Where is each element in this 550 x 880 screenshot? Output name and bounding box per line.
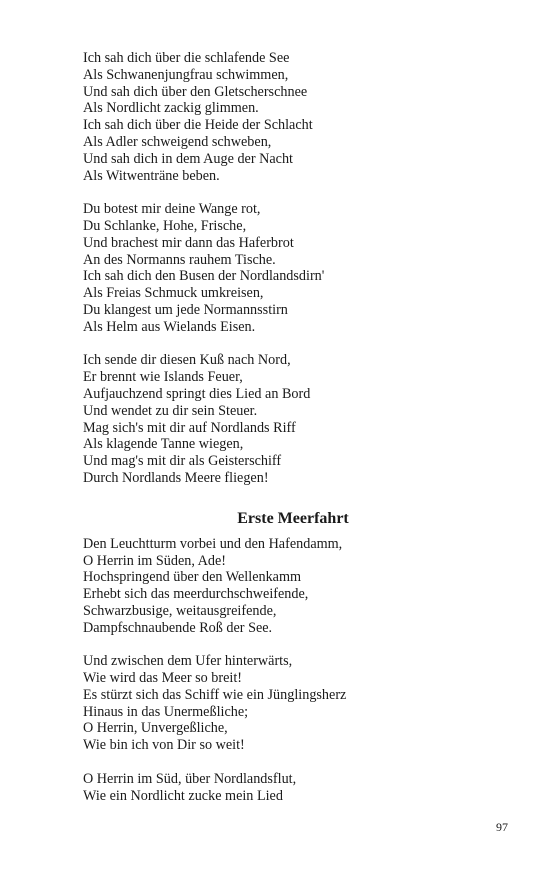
page-content [83, 50, 503, 804]
poem-line: Er brennt wie Islands Feuer, [83, 369, 243, 386]
title-gap-above [83, 487, 503, 509]
poem-line: Und wendet zu dir sein Steuer. [83, 402, 258, 419]
poem-line: An des Normanns rauhem Tische. [83, 251, 276, 268]
poem1-stanza-1 [83, 50, 503, 184]
poem-line: Als Helm aus Wielands Eisen. [83, 318, 256, 335]
stanza-gap [83, 754, 503, 771]
poem-line: Mag sich's mit dir auf Nordlands Riff [83, 419, 296, 436]
stanza-gap [83, 336, 503, 353]
poem-line: Als Freias Schmuck umkreisen, [83, 285, 264, 302]
title-gap-below [83, 529, 503, 536]
poem2-stanza-3 [83, 771, 503, 805]
poem-line: Ich sah dich über die schlafende See [83, 50, 290, 66]
poem-line: Als Adler schweigend schweben, [83, 133, 272, 150]
poem-line: Hochspringend über den Wellenkamm [83, 569, 302, 586]
poem-line: Den Leuchtturm vorbei und den Hafendamm, [83, 535, 343, 552]
poem-line: Schwarzbusige, weitausgreifende, [83, 602, 277, 619]
poem-line: Als Schwanenjungfrau schwimmen, [83, 66, 289, 83]
poem-line: Als klagende Tanne wiegen, [83, 436, 244, 453]
poem-line: Wie ein Nordlicht zucke mein Lied [83, 787, 283, 804]
poem-line: Es stürzt sich das Schiff wie ein Jünglingsherz [83, 686, 347, 703]
poem-line: Als Nordlicht zackig glimmen. [83, 100, 259, 117]
poem-line: Hinaus in das Unermeßliche; [83, 703, 249, 720]
poem-line: Als Witwenträne beben. [83, 167, 220, 184]
poem-title: Erste Meerfahrt [237, 509, 349, 527]
poem2-stanza-2 [83, 653, 503, 754]
poem-line: Und sah dich über den Gletscherschnee [83, 83, 308, 100]
poem-line: Wie bin ich von Dir so weit! [83, 737, 245, 754]
poem-line: Wie wird das Meer so breit! [83, 670, 242, 687]
poem-line: O Herrin, Unvergeßliche, [83, 720, 228, 737]
poem-line: Aufjauchzend springt dies Lied an Bord [83, 385, 311, 402]
poem-line: Und brachest mir dann das Haferbrot [83, 234, 294, 251]
poem-line: Du Schlanke, Hohe, Frische, [83, 217, 247, 234]
poem2-stanza-1 [83, 536, 503, 637]
poem-line: Erhebt sich das meerdurchschweifende, [83, 586, 309, 603]
poem-line: Du botest mir deine Wange rot, [83, 201, 261, 218]
poem1-stanza-3 [83, 352, 503, 486]
stanza-gap [83, 637, 503, 654]
poem-line: O Herrin im Süden, Ade! [83, 552, 227, 569]
poem1-stanza-2 [83, 201, 503, 335]
poem-line: Durch Nordlands Meere fliegen! [83, 469, 269, 486]
poem-line: Ich sah dich den Busen der Nordlandsdirn' [83, 268, 325, 285]
poem-line: Ich sende dir diesen Kuß nach Nord, [83, 352, 291, 369]
poem-line: Dampfschnaubende Roß der See. [83, 619, 273, 636]
stanza-gap [83, 184, 503, 201]
poem-line: Und sah dich in dem Auge der Nacht [83, 150, 293, 167]
poem-line: Ich sah dich über die Heide der Schlacht [83, 117, 313, 134]
poem-line: Du klangest um jede Normannsstirn [83, 301, 288, 318]
poem-line: Und zwischen dem Ufer hinterwärts, [83, 653, 293, 670]
page-number: 97 [496, 820, 508, 834]
poem-line: Und mag's mit dir als Geisterschiff [83, 453, 282, 470]
poem-line: O Herrin im Süd, über Nordlandsflut, [83, 770, 297, 787]
